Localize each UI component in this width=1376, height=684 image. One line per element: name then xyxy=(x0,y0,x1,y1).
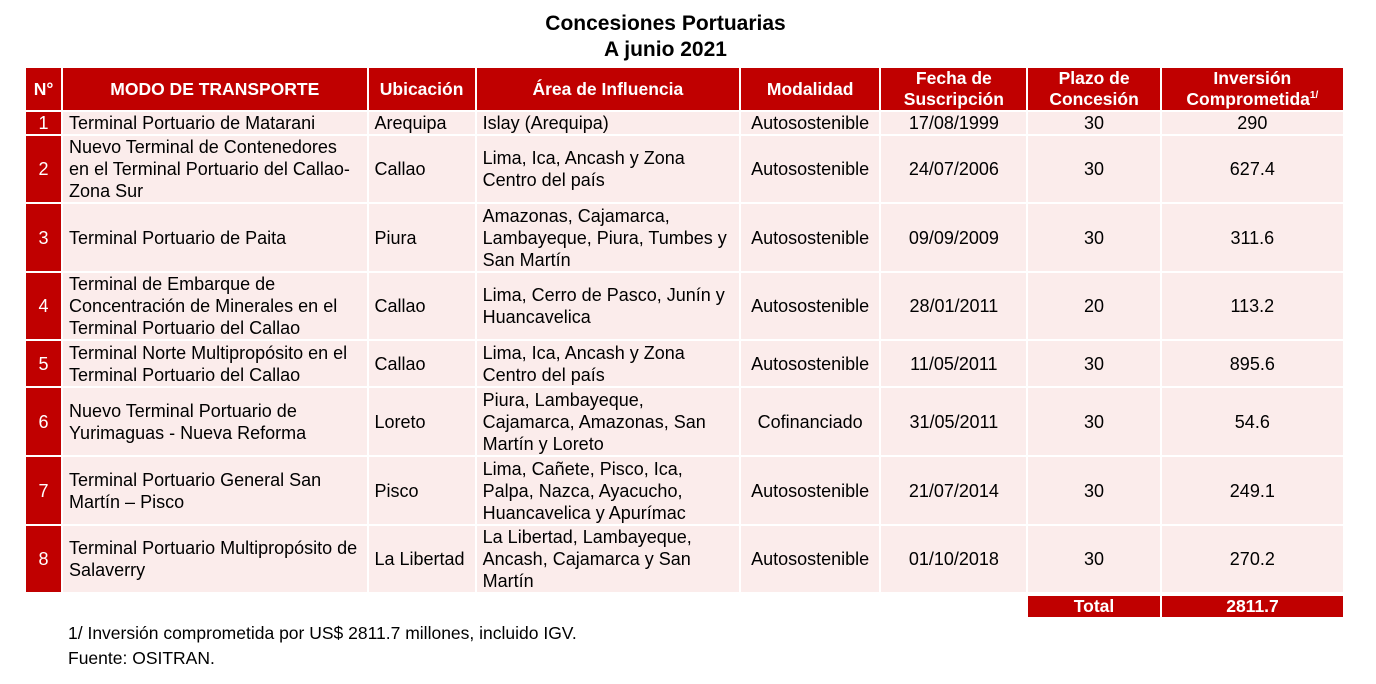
header-fecha-line1: Fecha de xyxy=(915,68,992,88)
cell-modo: Terminal Portuario Multipropósito de Salaverry xyxy=(63,526,366,592)
cell-inversion: 627.4 xyxy=(1162,136,1343,202)
cell-modo: Terminal Portuario General San Martín – Pisco xyxy=(63,457,366,524)
cell-fecha: 11/05/2011 xyxy=(881,341,1026,386)
row-number: 6 xyxy=(26,388,61,455)
row-number: 7 xyxy=(26,457,61,524)
cell-plazo: 30 xyxy=(1028,136,1159,202)
cell-ubicacion: Piura xyxy=(369,204,475,271)
cell-area: Amazonas, Cajamarca, Lambayeque, Piura, Tumbes y San Martín xyxy=(477,204,739,271)
cell-modo: Terminal Portuario de Matarani xyxy=(63,112,366,134)
cell-area: Lima, Cerro de Pasco, Junín y Huancavelica xyxy=(477,273,739,339)
cell-inversion: 290 xyxy=(1162,112,1343,134)
header-plazo-line1: Plazo de xyxy=(1058,68,1130,88)
cell-modalidad: Cofinanciado xyxy=(741,388,879,455)
header-fecha xyxy=(881,68,1026,110)
header-num: N° xyxy=(26,68,61,110)
header-ubicacion: Ubicación xyxy=(369,68,475,110)
cell-modo: Terminal Portuario de Paita xyxy=(63,204,366,271)
cell-area: Islay (Arequipa) xyxy=(477,112,739,134)
cell-fecha: 17/08/1999 xyxy=(881,112,1026,134)
cell-modalidad: Autosostenible xyxy=(741,457,879,524)
cell-inversion: 311.6 xyxy=(1162,204,1343,271)
cell-plazo: 30 xyxy=(1028,457,1159,524)
cell-fecha: 21/07/2014 xyxy=(881,457,1026,524)
total-value: 2811.7 xyxy=(1162,596,1343,617)
cell-modo: Terminal Norte Multipropósito en el Terminal Portuario del Callao xyxy=(63,341,366,386)
header-modo: MODO DE TRANSPORTE xyxy=(63,68,366,110)
row-number: 1 xyxy=(26,112,61,134)
cell-modalidad: Autosostenible xyxy=(741,526,879,592)
cell-plazo: 30 xyxy=(1028,341,1159,386)
cell-plazo: 20 xyxy=(1028,273,1159,339)
table-row xyxy=(26,388,1343,455)
cell-ubicacion: Callao xyxy=(369,341,475,386)
cell-ubicacion: La Libertad xyxy=(369,526,475,592)
cell-fecha: 01/10/2018 xyxy=(881,526,1026,592)
cell-ubicacion: Arequipa xyxy=(369,112,475,134)
header-inversion xyxy=(1162,68,1343,110)
table-row xyxy=(26,136,1343,202)
table-row xyxy=(26,457,1343,524)
cell-area: Lima, Ica, Ancash y Zona Centro del país xyxy=(477,136,739,202)
row-number: 8 xyxy=(26,526,61,592)
row-number: 4 xyxy=(26,273,61,339)
cell-fecha: 09/09/2009 xyxy=(881,204,1026,271)
header-inversion-line2: Comprometida xyxy=(1186,89,1310,109)
table-row xyxy=(26,204,1343,271)
cell-modalidad: Autosostenible xyxy=(741,273,879,339)
table-row xyxy=(26,112,1343,134)
cell-ubicacion: Pisco xyxy=(369,457,475,524)
cell-inversion: 54.6 xyxy=(1162,388,1343,455)
cell-modo: Nuevo Terminal Portuario de Yurimaguas - Nueva Reforma xyxy=(63,388,366,455)
cell-inversion: 270.2 xyxy=(1162,526,1343,592)
cell-plazo: 30 xyxy=(1028,112,1159,134)
header-plazo-line2: Concesión xyxy=(1049,89,1139,109)
row-number: 5 xyxy=(26,341,61,386)
cell-inversion: 249.1 xyxy=(1162,457,1343,524)
header-inversion-line1: Inversión xyxy=(1213,68,1292,88)
cell-fecha: 24/07/2006 xyxy=(881,136,1026,202)
cell-ubicacion: Callao xyxy=(369,273,475,339)
header-inversion-footnote-mark: 1/ xyxy=(1309,90,1319,102)
cell-modalidad: Autosostenible xyxy=(741,136,879,202)
table-row xyxy=(26,341,1343,386)
cell-area: Piura, Lambayeque, Cajamarca, Amazonas, San Martín y Loreto xyxy=(477,388,739,455)
source-note: Fuente: OSITRAN. xyxy=(68,648,215,668)
header-fecha-line2: Suscripción xyxy=(903,89,1004,109)
total-label: Total xyxy=(1028,596,1160,617)
cell-modalidad: Autosostenible xyxy=(741,341,879,386)
table-header-row xyxy=(26,68,1343,110)
page-subtitle: A junio 2021 xyxy=(604,38,727,61)
header-modalidad: Modalidad xyxy=(741,68,879,110)
cell-fecha: 28/01/2011 xyxy=(881,273,1026,339)
cell-plazo: 30 xyxy=(1028,388,1159,455)
cell-ubicacion: Callao xyxy=(369,136,475,202)
cell-area: Lima, Cañete, Pisco, Ica, Palpa, Nazca, Ayacucho, Huancavelica y Apurímac xyxy=(477,457,739,524)
header-area: Área de Influencia xyxy=(477,68,739,110)
table-row xyxy=(26,526,1343,592)
cell-plazo: 30 xyxy=(1028,204,1159,271)
table-row xyxy=(26,273,1343,339)
cell-modalidad: Autosostenible xyxy=(741,112,879,134)
cell-inversion: 113.2 xyxy=(1162,273,1343,339)
row-number: 2 xyxy=(26,136,61,202)
cell-plazo: 30 xyxy=(1028,526,1159,592)
cell-fecha: 31/05/2011 xyxy=(881,388,1026,455)
cell-ubicacion: Loreto xyxy=(369,388,475,455)
cell-inversion: 895.6 xyxy=(1162,341,1343,386)
cell-modalidad: Autosostenible xyxy=(741,204,879,271)
cell-area: Lima, Ica, Ancash y Zona Centro del país xyxy=(477,341,739,386)
cell-modo: Nuevo Terminal de Contenedores en el Terminal Portuario del Callao- Zona Sur xyxy=(63,136,366,202)
page-title: Concesiones Portuarias xyxy=(545,12,786,35)
cell-modo: Terminal de Embarque de Concentración de Minerales en el Terminal Portuario del Callao xyxy=(63,273,366,339)
cell-area: La Libertad, Lambayeque, Ancash, Cajamarca y San Martín xyxy=(477,526,739,592)
footnote: 1/ Inversión comprometida por US$ 2811.7 millones, incluido IGV. xyxy=(68,623,577,643)
row-number: 3 xyxy=(26,204,61,271)
concessions-table xyxy=(24,66,1345,594)
header-plazo xyxy=(1028,68,1159,110)
